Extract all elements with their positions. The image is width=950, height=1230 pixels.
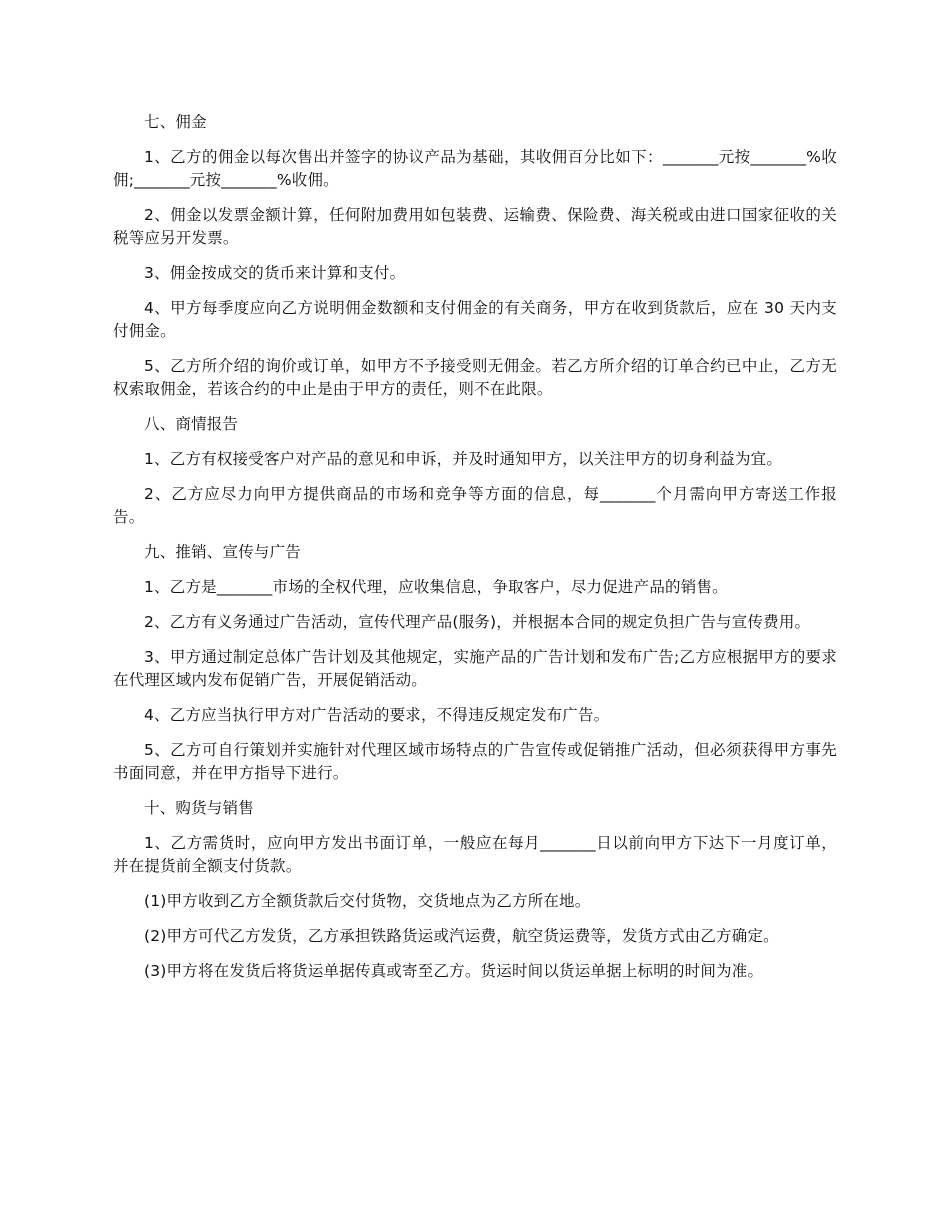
paragraph-9-1: 1、乙方是_______市场的全权代理，应收集信息，争取客户，尽力促进产品的销售。 <box>144 578 728 596</box>
paragraph-7-1: 1、乙方的佣金以每次售出并签字的协议产品为基础，其收佣百分比如下：_______元按_______%收佣;_______元按_______%收佣。 <box>113 148 837 189</box>
paragraph-7-2: 2、佣金以发票金额计算，任何附加费用如包装费、运输费、保险费、海关税或由进口国家征收的关税等应另开发票。 <box>113 206 837 247</box>
paragraph-9-4: 4、乙方应当执行甲方对广告活动的要求，不得违反规定发布广告。 <box>144 706 610 724</box>
paragraph-10-1-2: (2)甲方可代乙方发货，乙方承担铁路货运或汽运费，航空货运费等，发货方式由乙方确定。 <box>144 927 779 945</box>
paragraph-9-2: 2、乙方有义务通过广告活动，宣传代理产品(服务)，并根据本合同的规定负担广告与宣传费用。 <box>144 613 811 631</box>
section-heading-10: 十、购货与销售 <box>144 799 254 817</box>
paragraph-7-3: 3、佣金按成交的货币来计算和支付。 <box>144 264 406 282</box>
paragraph-10-1-3: (3)甲方将在发货后将货运单据传真或寄至乙方。货运时间以货运单据上标明的时间为准。 <box>144 962 764 980</box>
paragraph-9-5: 5、乙方可自行策划并实施针对代理区域市场特点的广告宣传或促销推广活动，但必须获得甲方事先书面同意，并在甲方指导下进行。 <box>113 741 837 782</box>
section-heading-8: 八、商情报告 <box>144 415 239 433</box>
section-heading-7: 七、佣金 <box>144 113 207 131</box>
paragraph-8-1: 1、乙方有权接受客户对产品的意见和申诉，并及时通知甲方，以关注甲方的切身利益为宜。 <box>144 450 783 468</box>
document-body <box>113 111 837 995</box>
paragraph-8-2: 2、乙方应尽力向甲方提供商品的市场和竞争等方面的信息，每_______个月需向甲方寄送工作报告。 <box>113 485 837 526</box>
section-heading-9: 九、推销、宣传与广告 <box>144 543 302 561</box>
paragraph-7-4: 4、甲方每季度应向乙方说明佣金数额和支付佣金的有关商务，甲方在收到货款后，应在 30 天内支付佣金。 <box>113 299 837 340</box>
paragraph-7-5: 5、乙方所介绍的询价或订单，如甲方不予接受则无佣金。若乙方所介绍的订单合约已中止，乙方无权索取佣金，若该合约的中止是由于甲方的责任，则不在此限。 <box>113 357 837 398</box>
paragraph-10-1: 1、乙方需货时，应向甲方发出书面订单，一般应在每月_______日以前向甲方下达下一月度订单，并在提货前全额支付货款。 <box>113 834 837 875</box>
paragraph-9-3: 3、甲方通过制定总体广告计划及其他规定，实施产品的广告计划和发布广告;乙方应根据甲方的要求在代理区域内发布促销广告，开展促销活动。 <box>113 648 837 689</box>
paragraph-10-1-1: (1)甲方收到乙方全额货款后交付货物，交货地点为乙方所在地。 <box>144 892 591 910</box>
